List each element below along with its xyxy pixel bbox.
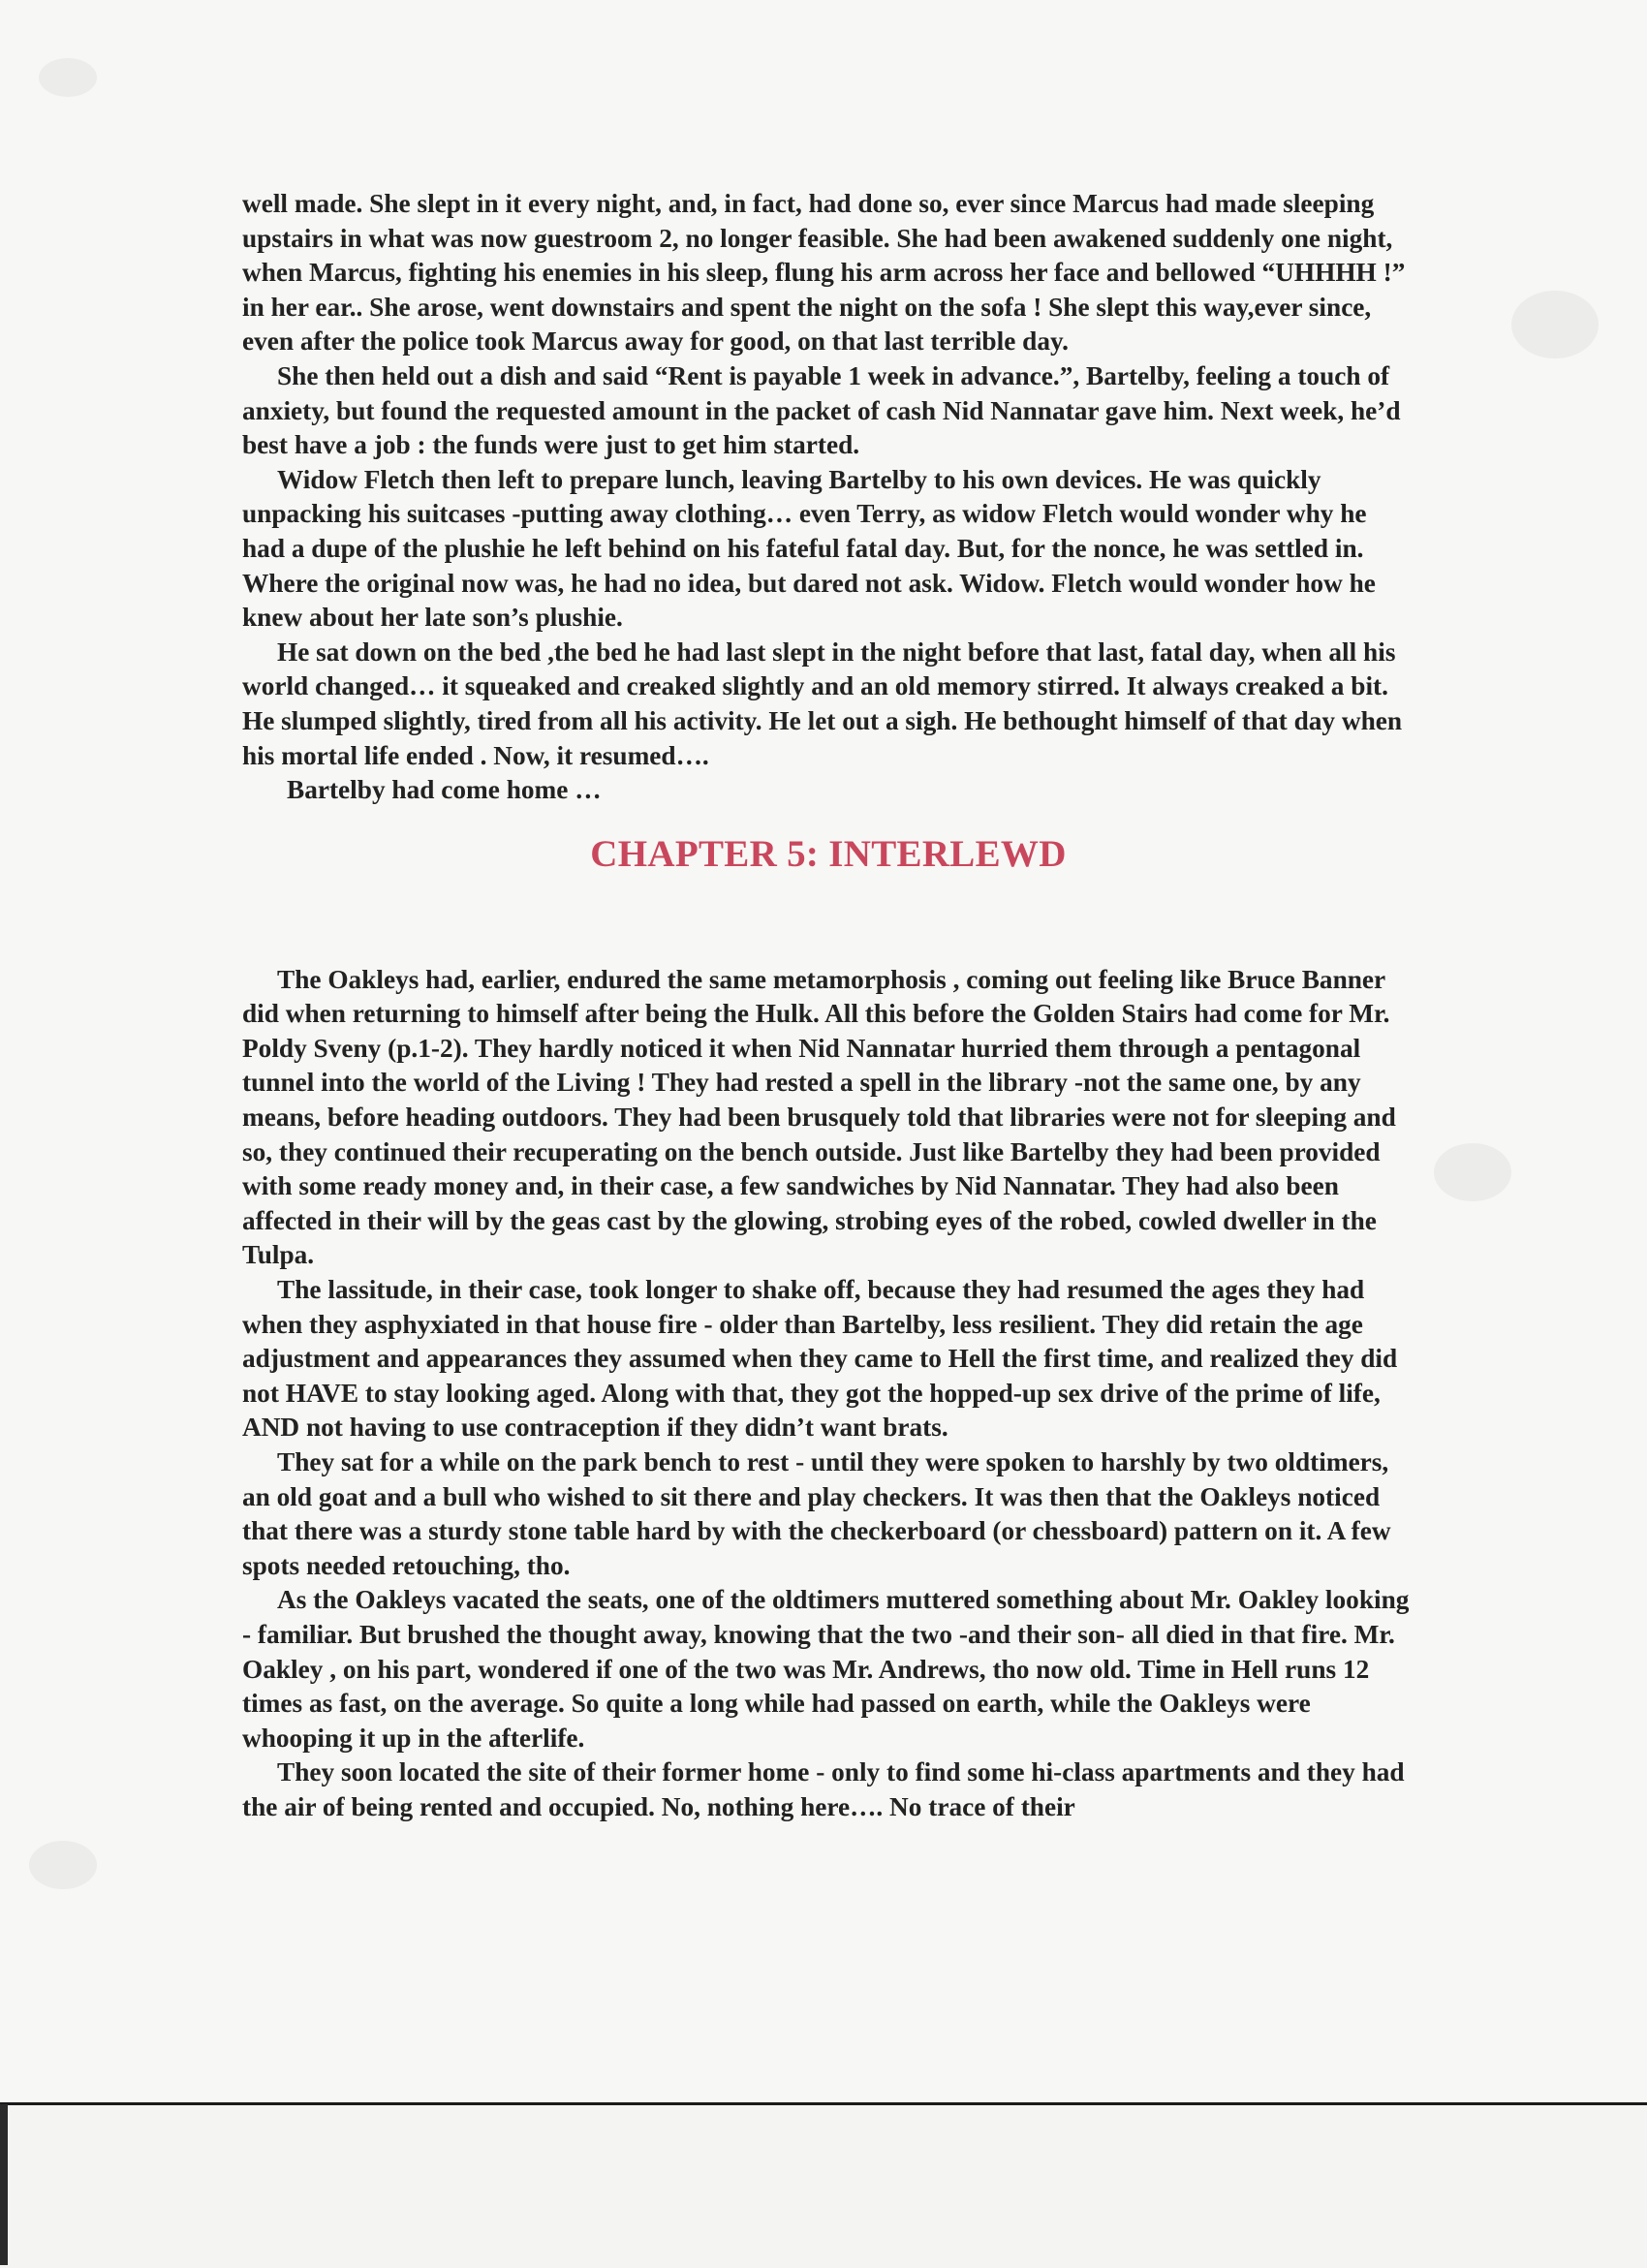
- paragraph: She then held out a dish and said “Rent is payable 1 week in advance.”, Bartelby, feeling a touch of anxiety, but found the requested amount in the packet of cash Nid Nannatar gave him. Next week, he’d best have a job : the funds were just to get him started.: [242, 360, 1401, 460]
- body-text: [242, 187, 1414, 1825]
- paragraph: He sat down on the bed ,the bed he had last slept in the night before that last, fatal day, when all his world changed… it squeaked and creaked slightly and an old memory stirred. It always creaked a bit. He slumped slightly, tired from all his activity. He let out a sigh. He bethought himself of that day when his mortal life ended . Now, it resumed….: [242, 637, 1403, 770]
- paragraph: Widow Fletch then left to prepare lunch, leaving Bartelby to his own devices. He was quickly unpacking his suitcases -putting away clothing… even Terry, as widow Fletch would wonder why he had a dupe of the plushie he left behind on his fateful fatal day. But, for the nonce, he was settled in. Where the original now was, he had no idea, but dared not ask. Widow. Fletch would wonder how he knew about her late son’s plushie.: [242, 464, 1376, 633]
- paragraph: The Oakleys had, earlier, endured the same metamorphosis , coming out feeling like Bruce Banner did when returning to himself after being the Hulk. All this before the Golden Stairs had come for Mr. Poldy Sveny (p.1-2). They hardly noticed it when Nid Nannatar hurried them through a pentagonal tunnel into the world of the Living ! They had rested a spell in the library -not the same one, by any means, before heading outdoors. They had been brusquely told that libraries were not for sleeping and so, they continued their recuperating on the bench outside. Just like Bartelby they had been provided with some ready money and, in their case, a few sandwiches by Nid Nannatar. They had also been affected in their will by the geas cast by the glowing, strobing eyes of the robed, cowled dweller in the Tulpa.: [242, 964, 1396, 1270]
- scan-smudge: [29, 1841, 97, 1889]
- scan-smudge: [1434, 1143, 1511, 1201]
- scan-smudge: [1511, 291, 1599, 358]
- paragraph: The lassitude, in their case, took longer to shake off, because they had resumed the ages they had when they asphyxiated in that house fire - older than Bartelby, less resilient. They did retain the age adjustment and appearances they assumed when they came to Hell the first time, and realized they did not HAVE to stay looking aged. Along with that, they got the hopped-up sex drive of the prime of life, AND not having to use contraception if they didn’t want brats.: [242, 1275, 1398, 1443]
- paragraph: They soon located the site of their former home - only to find some hi-class apartments and they had the air of being rented and occupied. No, nothing here…. No trace of their: [242, 1757, 1405, 1821]
- scanner-bed-strip: [0, 2102, 1647, 2268]
- chapter-heading: CHAPTER 5: INTERLEWD: [590, 832, 1067, 875]
- paragraph: They sat for a while on the park bench to rest - until they were spoken to harshly by two oldtimers, an old goat and a bull who wished to sit there and play checkers. It was then that the Oakleys noticed that there was a sturdy stone table hard by with the checkerboard (or chessboard) pattern on it. A few spots needed retouching, tho.: [242, 1447, 1391, 1580]
- paragraph: Bartelby had come home …: [287, 775, 602, 805]
- scan-smudge: [39, 58, 97, 97]
- paragraph: As the Oakleys vacated the seats, one of the oldtimers muttered something about Mr. Oakley looking - familiar. But brushed the thought away, knowing that the two -and their son- all died in that fire. Mr. Oakley , on his part, wondered if one of the two was Mr. Andrews, tho now old. Time in Hell runs 12 times as fast, on the average. So quite a long while had passed on earth, while the Oakleys were whooping it up in the afterlife.: [242, 1585, 1410, 1753]
- paragraph: well made. She slept in it every night, and, in fact, had done so, ever since Marcus had made sleeping upstairs in what was now guestroom 2, no longer feasible. She had been awakened suddenly one night, when Marcus, fighting his enemies in his sleep, flung his arm across her face and bellowed “UHHHH !” in her ear.. She arose, went downstairs and spent the night on the sofa ! She slept this way,ever since, even after the police took Marcus away for good, on that last terrible day.: [242, 189, 1406, 357]
- scanner-edge: [0, 2104, 8, 2265]
